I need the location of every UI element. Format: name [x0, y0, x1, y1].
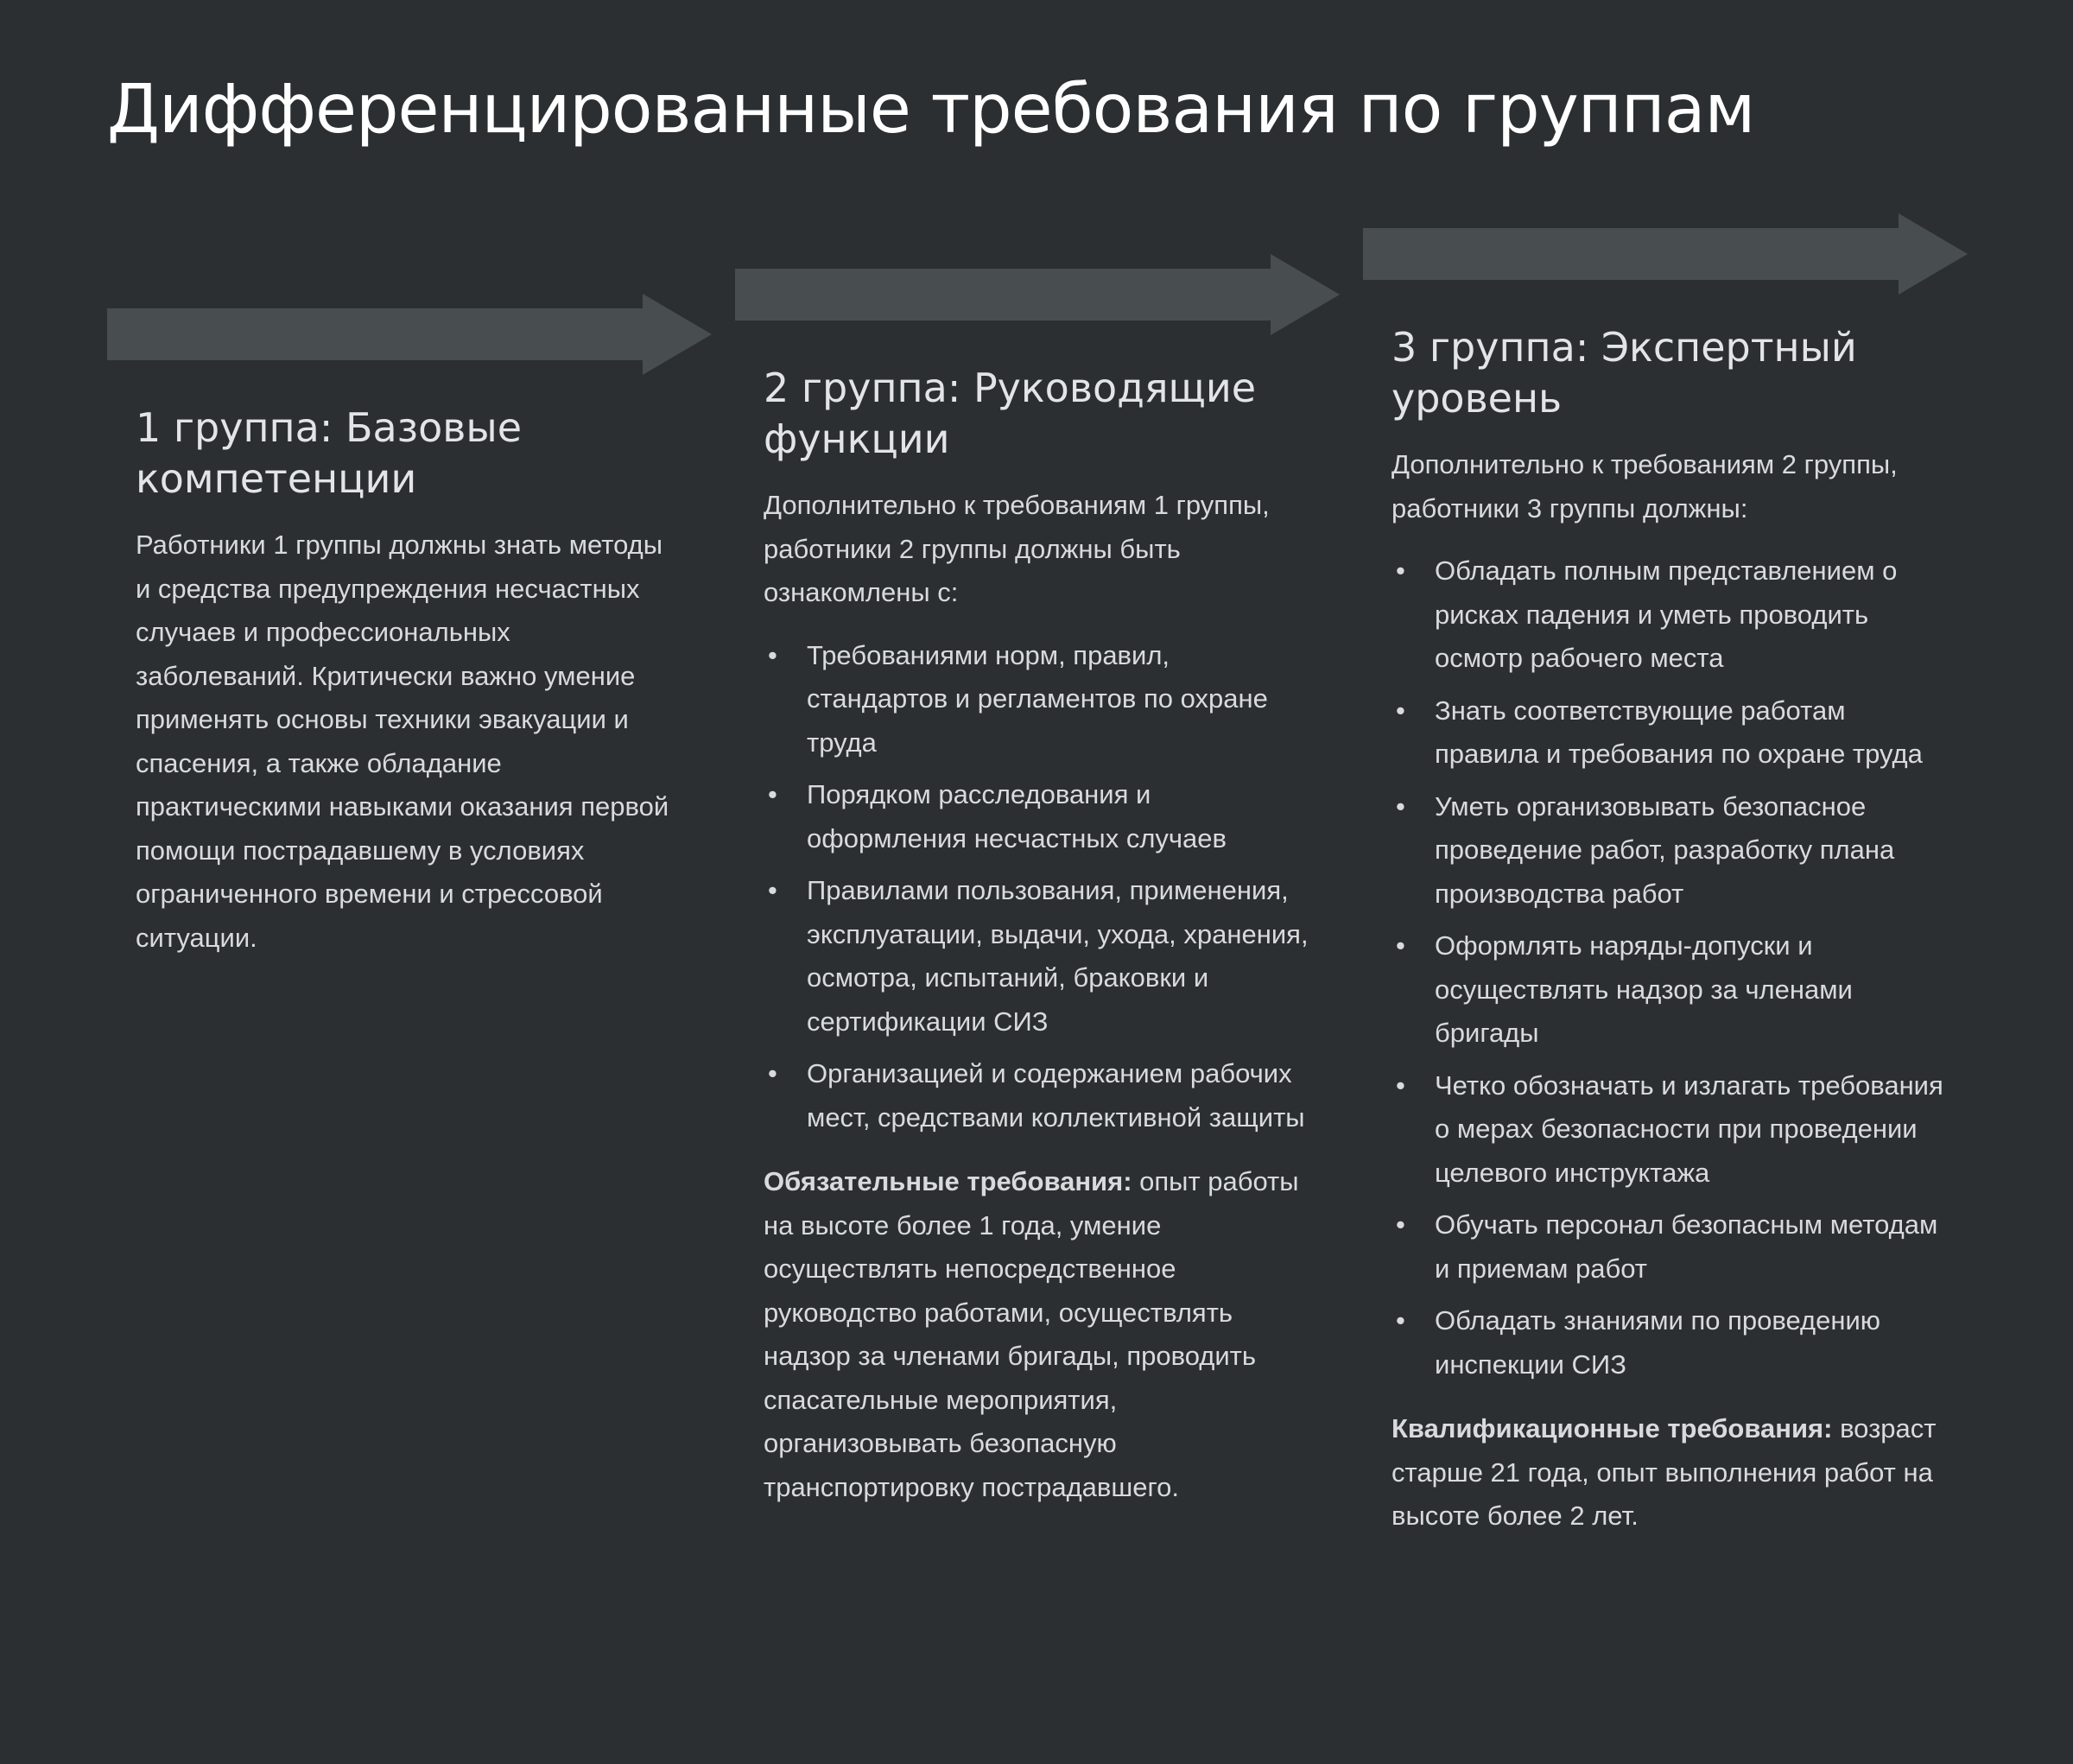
arrow-group-1	[107, 294, 712, 375]
list-item: • Знать соответствующие работам правила и требования по охране труда	[1392, 689, 1944, 777]
group-3-title: 3 группа: Экспертный уровень	[1392, 324, 1857, 422]
list-item: • Правилами пользования, применения, эксплуатации, выдачи, ухода, хранения, осмотра, испытаний, браковки и сертификации СИЗ	[764, 869, 1316, 1044]
group-1-title: 1 группа: Базовые компетенции	[136, 404, 523, 502]
page-title: Дифференцированные требования по группам	[107, 71, 1755, 149]
list-item: • Оформлять наряды-допуски и осуществлять надзор за членами бригады	[1392, 924, 1944, 1056]
bullet-icon: •	[768, 1058, 777, 1088]
group-2-requirements	[764, 1160, 1316, 1509]
list-item: • Порядком расследования и оформления несчастных случаев	[764, 773, 1316, 860]
group-1-column	[136, 403, 671, 960]
requirements-label: Квалификационные требования:	[1392, 1413, 1833, 1444]
bullet-icon: •	[1396, 790, 1405, 822]
requirements-label: Обязательные требования:	[764, 1166, 1132, 1196]
requirements-text: опыт работы на высоте более 1 года, умение осуществлять непосредственное руководство работами, осуществлять надзор за членами бригады, проводить спасательные мероприятия, организовывать безопасную транспортировку пострадавшего.	[764, 1166, 1299, 1502]
bullet-icon: •	[1396, 695, 1405, 726]
list-item: • Уметь организовывать безопасное проведение работ, разработку плана производства работ	[1392, 785, 1944, 917]
bullet-icon: •	[1396, 1069, 1405, 1101]
bullet-icon: •	[768, 639, 777, 670]
list-item: • Обучать персонал безопасным методам и приемам работ	[1392, 1203, 1944, 1291]
bullet-icon: •	[1396, 1209, 1405, 1240]
requirements-text: возраст старше 21 года, опыт выполнения работ на высоте более 2 лет.	[1392, 1413, 1937, 1531]
bullet-icon: •	[768, 779, 777, 809]
list-item: • Требованиями норм, правил, стандартов и регламентов по охране труда	[764, 634, 1316, 765]
arrow-group-2	[735, 254, 1340, 335]
bullet-icon: •	[1396, 555, 1405, 586]
list-item: • Обладать знаниями по проведению инспекции СИЗ	[1392, 1299, 1944, 1386]
group-2-title: 2 группа: Руководящие функции	[764, 365, 1257, 462]
group-2-column	[764, 363, 1316, 1509]
group-3-list	[1392, 549, 1944, 1386]
group-3-description: Дополнительно к требованиям 2 группы, работники 3 группы должны:	[1392, 449, 1898, 523]
group-3-column	[1392, 322, 1944, 1539]
list-item: • Организацией и содержанием рабочих мест, средствами коллективной защиты	[764, 1052, 1316, 1139]
arrow-group-3	[1363, 213, 1968, 295]
group-1-description: Работники 1 группы должны знать методы и средства предупреждения несчастных случаев и профессиональных заболеваний. Критически важно умение применять основы техники эвакуации и спасения, а также обладание практическими навыками оказания первой помощи пострадавшему в условиях ограниченного времени и стрессовой ситуации.	[136, 530, 669, 953]
list-item: • Четко обозначать и излагать требования о мерах безопасности при проведении целевого инструктажа	[1392, 1064, 1944, 1196]
bullet-icon: •	[1396, 1305, 1405, 1336]
bullet-icon: •	[768, 875, 777, 905]
group-2-description: Дополнительно к требованиям 1 группы, работники 2 группы должны быть ознакомлены с:	[764, 490, 1270, 607]
group-3-requirements	[1392, 1407, 1944, 1539]
bullet-icon: •	[1396, 930, 1405, 961]
list-item: • Обладать полным представлением о рисках падения и уметь проводить осмотр рабочего места	[1392, 549, 1944, 681]
group-2-list	[764, 634, 1316, 1140]
